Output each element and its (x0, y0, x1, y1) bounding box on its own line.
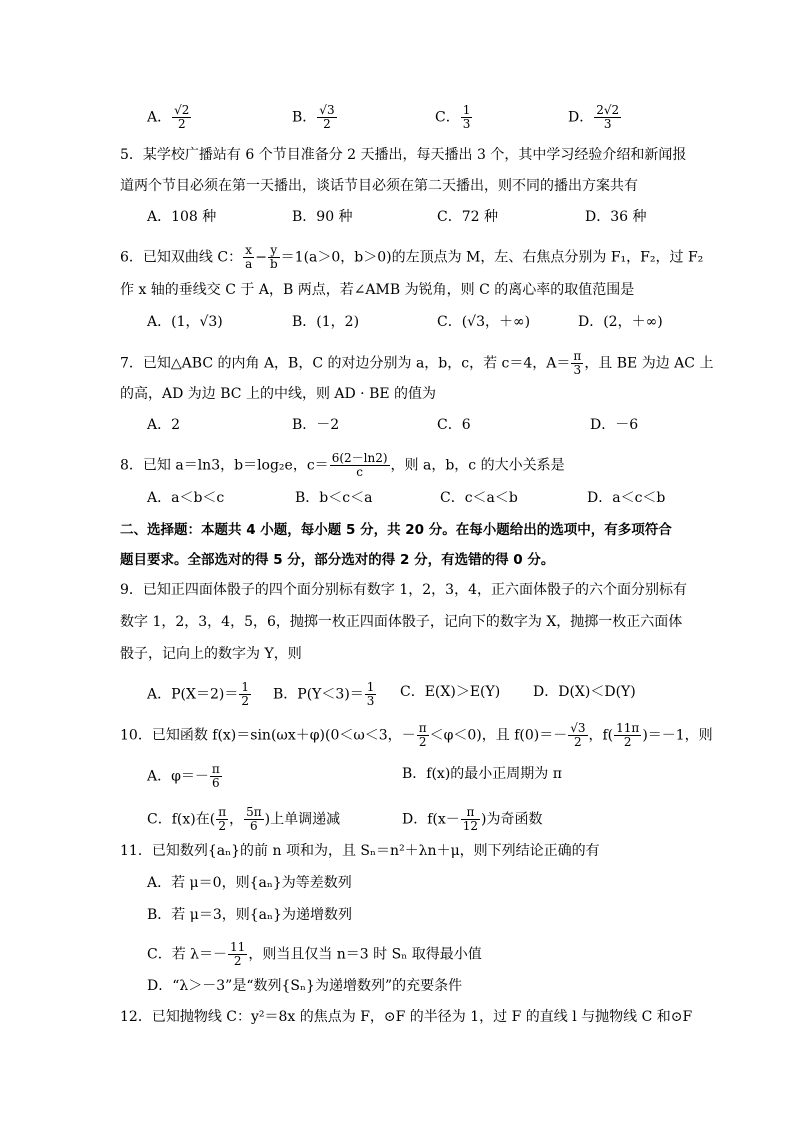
q10-option-d: D．f(x－ $\frac{\pi}{12}$ )为奇函数 (402, 805, 543, 833)
q8-option-b: B．b＜c＜a (295, 490, 373, 506)
q5-stem-line1: 5．某学校广播站有 6 个节目准备分 2 天播出，每天播出 3 个，其中学习经验介绍和新闻报 (120, 147, 687, 163)
q5-option-a: A．108 种 (147, 209, 217, 225)
q10-option-a: A．φ＝－ $\frac{\pi}{6}$ (147, 762, 220, 790)
q9-option-c: C．E(X)＞E(Y) (400, 684, 501, 700)
q10-option-c: C．f(x)在( $\frac{\pi}{2}$ ， $\frac{5\pi}{6}$ )上单调递减 (147, 805, 341, 833)
q12-stem-line1: 12．已知抛物线 C：y²＝8x 的焦点为 F，⊙F 的半径为 1，过 F 的直线 l 与抛物线 C 和⊙F (120, 1009, 693, 1025)
q4-option-b: B． $\frac{√3}{2}$ (292, 103, 335, 131)
q8-option-c: C．c＜a＜b (440, 490, 518, 506)
q6-stem-line1: 6．已知双曲线 C： $\frac{x}{a}$ − $\frac{y}{b}$ ＝1(a＞0，b＞0)的左顶点为 M，左、右焦点分别为 F₁，F₂，过 F₂ (120, 243, 704, 271)
q9-stem-line3: 骰子，记向上的数字为 Y，则 (120, 646, 302, 662)
q5-stem-line2: 道两个节目必须在第一天播出，谈话节目必须在第二天播出，则不同的播出方案共有 (120, 178, 638, 194)
q6-option-d: D．(2，＋∞) (578, 314, 663, 330)
q7-option-a: A．2 (147, 417, 181, 433)
q11-option-b: B．若 μ＝3，则{aₙ}为递增数列 (147, 907, 352, 923)
q9-stem-line1: 9．已知正四面体骰子的四个面分别标有数字 1，2，3，4，正六面体骰子的六个面分别标有 (120, 582, 687, 598)
q5-option-d: D．36 种 (585, 209, 647, 225)
q4-option-a: A． $\frac{√2}{2}$ (147, 103, 190, 131)
q4-option-d: D． $\frac{2√2}{3}$ (568, 103, 620, 131)
q8-option-a: A．a＜b＜c (147, 490, 225, 506)
q9-option-d: D．D(X)＜D(Y) (533, 684, 636, 700)
q7-option-c: C．6 (437, 417, 471, 433)
q8-stem: 8．已知 a＝ln3，b＝log₂e，c＝ $\frac{6(2-\ln 2)}{c}$ ，则 a，b，c 的大小关系是 (120, 451, 565, 479)
q7-stem-line2: 的高，AD 为边 BC 上的中线，则 AD · BE 的值为 (120, 386, 437, 402)
q5-option-b: B．90 种 (292, 209, 353, 225)
section2-heading-line2: 题目要求。全部选对的得 5 分，部分选对的得 2 分，有选错的得 0 分。 (120, 552, 555, 568)
q6-stem-line2: 作 x 轴的垂线交 C 于 A，B 两点，若∠AMB 为锐角，则 C 的离心率的取值范围是 (120, 282, 635, 298)
q9-option-a: A．P(X＝2)＝ $\frac{1}{2}$ (147, 680, 249, 708)
q7-stem-line1: 7．已知△ABC 的内角 A，B，C 的对边分别为 a，b，c，若 c＝4，A＝ $\frac{\pi}{3}$ ，且 BE 为边 AC 上 (120, 349, 714, 377)
q9-stem-line2: 数字 1，2，3，4，5，6，抛掷一枚正四面体骰子，记向下的数字为 X，抛掷一枚正六面体 (120, 614, 683, 630)
q11-option-c: C．若 λ＝－ $\frac{11}{2}$ ，则当且仅当 n＝3 时 Sₙ 取得最小值 (147, 940, 482, 968)
q10-option-b: B．f(x)的最小正周期为 π (402, 766, 562, 782)
q7-option-b: B．－2 (292, 417, 340, 433)
q4-option-c: C． $\frac{1}{3}$ (435, 103, 471, 131)
q5-option-c: C．72 种 (437, 209, 498, 225)
q6-option-a: A．(1，√3) (147, 314, 223, 330)
section2-heading-line1: 二、选择题：本题共 4 小题，每小题 5 分，共 20 分。在每小题给出的选项中，有多项符合 (120, 522, 672, 538)
q7-option-d: D．－6 (590, 417, 639, 433)
q6-option-b: B．(1，2) (292, 314, 360, 330)
q11-option-d: D．“λ＞－3”是“数列{Sₙ}为递增数列”的充要条件 (147, 978, 463, 994)
q11-stem: 11．已知数列{aₙ}的前 n 项和为，且 Sₙ＝n²＋λn＋μ，则下列结论正确的有 (120, 843, 600, 859)
q8-option-d: D．a＜c＜b (587, 490, 666, 506)
q11-option-a: A．若 μ＝0，则{aₙ}为等差数列 (147, 875, 352, 891)
q9-option-b: B．P(Y＜3)＝ $\frac{1}{3}$ (273, 680, 375, 708)
q6-option-c: C．(√3，＋∞) (437, 314, 531, 330)
q10-stem: 10．已知函数 f(x)＝sin(ωx＋φ)(0＜ω＜3，－ $\frac{\pi}{2}$ ＜φ＜0)，且 f(0)＝－ $\frac{√3}{2}$ ，f( $\frac{11\pi}{2}$ )＝－1，则 (120, 721, 713, 749)
